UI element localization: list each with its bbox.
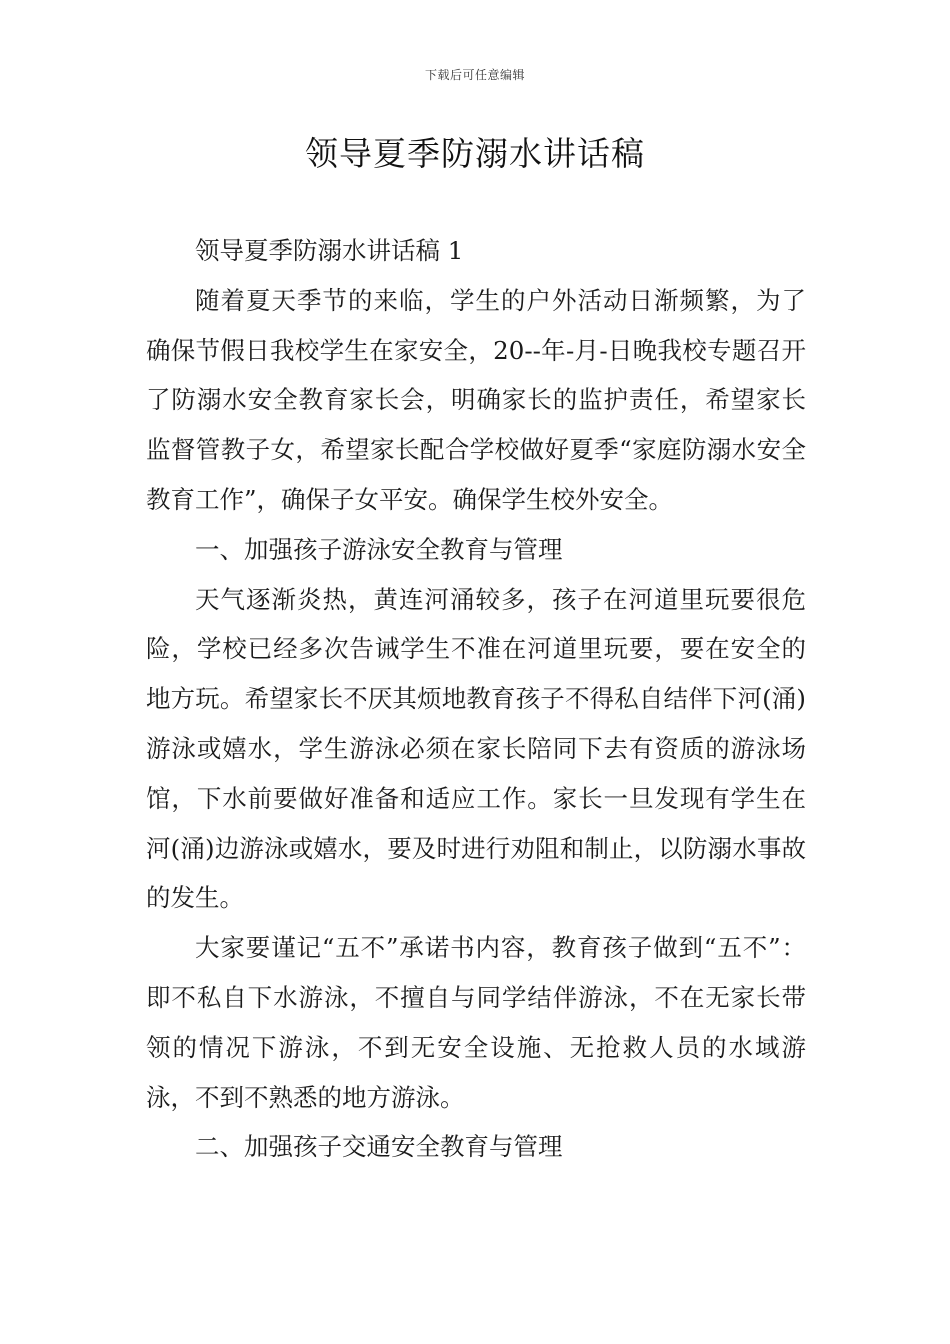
paragraph-swimming-safety: 天气逐渐炎热，黄连河涌较多，孩子在河道里玩要很危险，学校已经多次告诫学生不准在河道里玩要，要在安全的地方玩。希望家长不厌其烦地教育孩子不得私自结伴下河(涌)游泳或嬉水，学生游泳必须在家长陪同下去有资质的游泳场馆，下水前要做好准备和适应工作。家长一旦发现有学生在河(涌)边游泳或嬉水，要及时进行劝阻和制止，以防溺水事故的发生。 [146, 584, 806, 913]
header-note: 下载后可任意编辑 [424, 68, 525, 82]
section-heading-2: 二、加强孩子交通安全教育与管理 [195, 1132, 563, 1162]
document-title: 领导夏季防溺水讲话稿 [305, 134, 645, 173]
document-body [146, 226, 806, 1172]
paragraph-five-nos: 大家要谨记“五不”承诺书内容，教育孩子做到“五不”：即不私自下水游泳，不擅自与同学结伴游泳，不在无家长带领的情况下游泳，不到无安全设施、无抢救人员的水域游泳，不到不熟悉的地方游泳。 [146, 933, 806, 1112]
section-subtitle: 领导夏季防溺水讲话稿 1 [195, 236, 464, 265]
section-heading-1: 一、加强孩子游泳安全教育与管理 [195, 534, 563, 564]
paragraph-intro: 随着夏天季节的来临，学生的户外活动日渐频繁，为了确保节假日我校学生在家安全，20--年-月-日晚我校专题召开了防溺水安全教育家长会，明确家长的监护责任，希望家长监督管教子女，希望家长配合学校做好夏季“家庭防溺水安全教育工作”，确保子女平安。确保学生校外安全。 [146, 285, 806, 514]
